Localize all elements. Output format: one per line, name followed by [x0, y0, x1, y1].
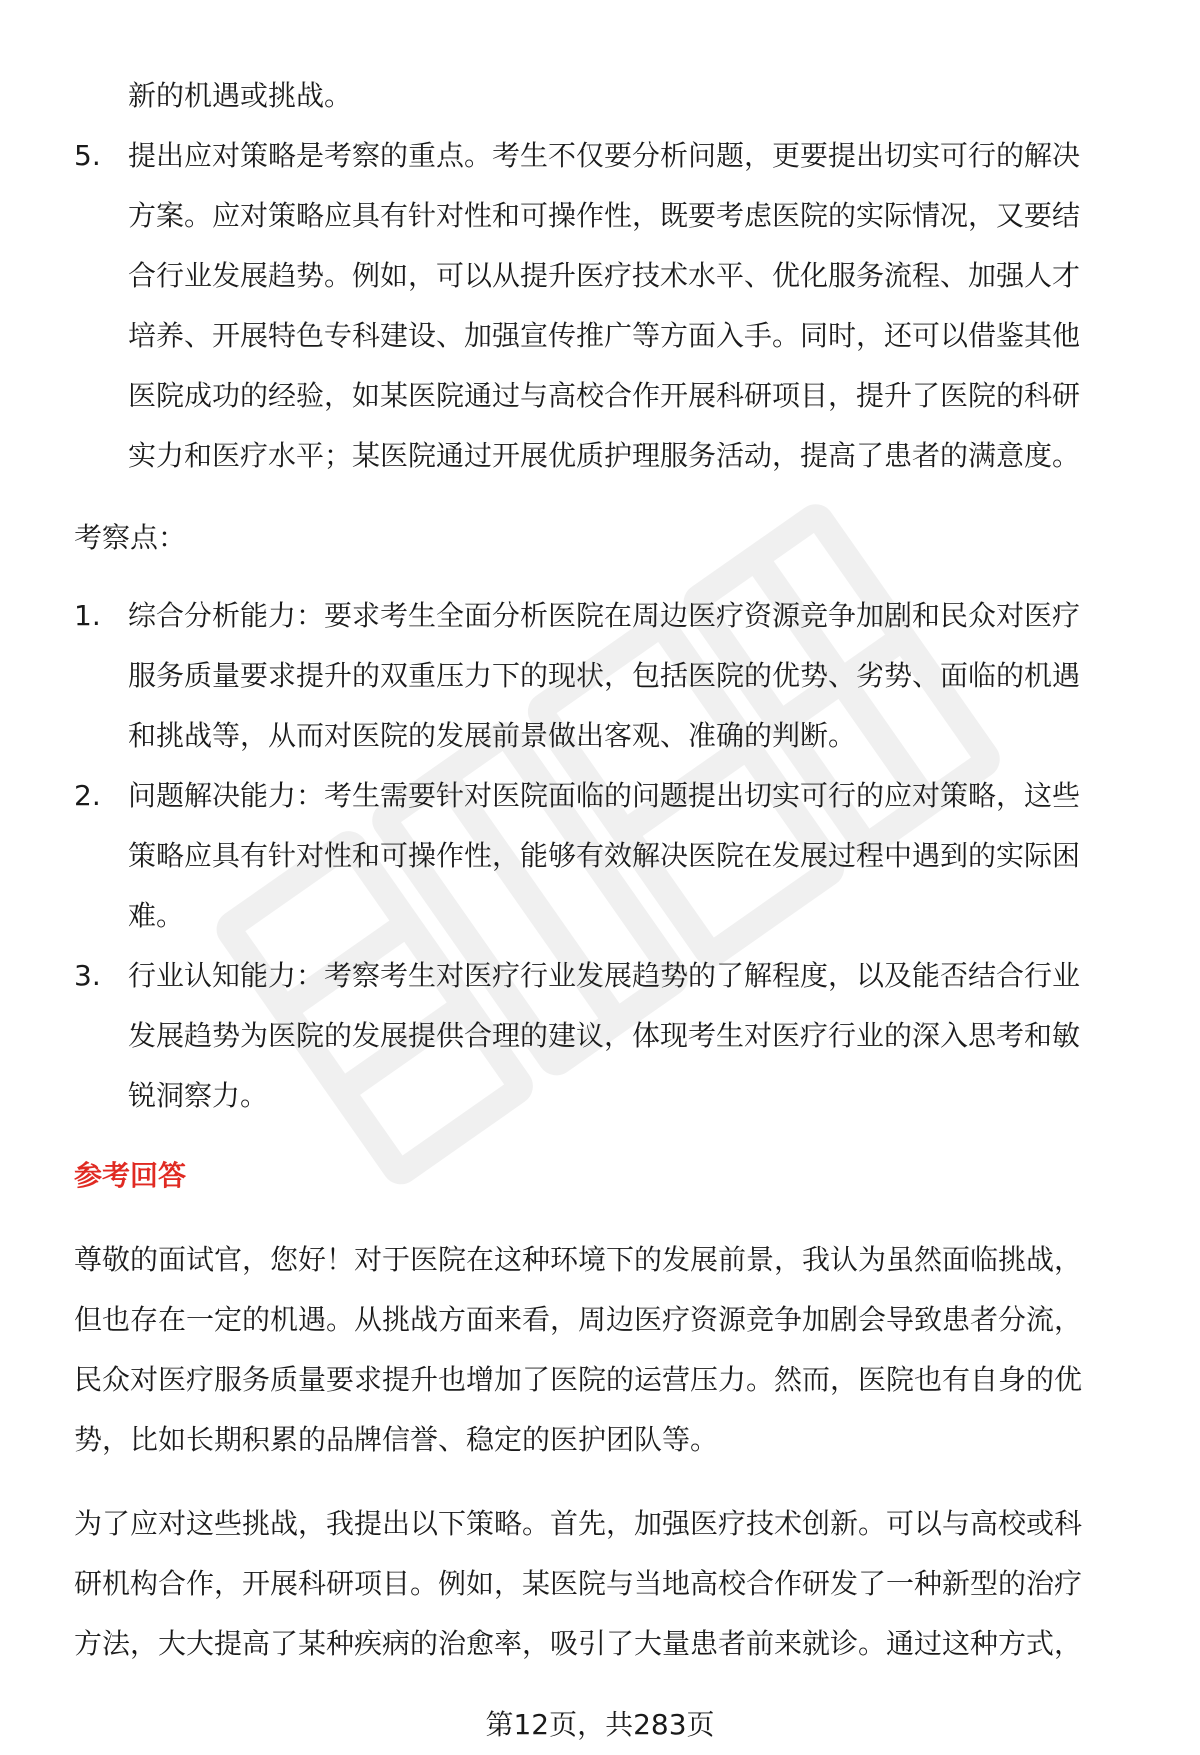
- list-line: 合行业发展趋势。例如，可以从提升医疗技术水平、优化服务流程、加强人才: [128, 259, 1081, 292]
- paragraph-line: 方法，大大提高了某种疾病的治愈率，吸引了大量患者前来就诊。通过这种方式，: [74, 1627, 1083, 1660]
- list-item: [74, 766, 1144, 946]
- list-line: 服务质量要求提升的双重压力下的现状，包括医院的优势、劣势、面临的机遇: [128, 659, 1081, 692]
- list-line: 发展趋势为医院的发展提供合理的建议，体现考生对医疗行业的深入思考和敏: [128, 1019, 1081, 1052]
- list-item: [74, 946, 1144, 1126]
- intro-tail-text: 新的机遇或挑战。: [128, 79, 353, 112]
- paragraph-line: 为了应对这些挑战，我提出以下策略。首先，加强医疗技术创新。可以与高校或科: [74, 1507, 1083, 1540]
- list-number: 2.: [74, 779, 101, 812]
- paragraph-line: 但也存在一定的机遇。从挑战方面来看，周边医疗资源竞争加剧会导致患者分流，: [74, 1303, 1083, 1336]
- paragraph-line: 研机构合作，开展科研项目。例如，某医院与当地高校合作研发了一种新型的治疗: [74, 1567, 1083, 1600]
- document-body: [74, 66, 1144, 1674]
- page-number-footer: 第12页，共283页: [485, 1708, 715, 1741]
- list-line: 行业认知能力：考察考生对医疗行业发展趋势的了解程度，以及能否结合行业: [128, 959, 1081, 992]
- list-line: 提出应对策略是考察的重点。考生不仅要分析问题，更要提出切实可行的解决: [128, 139, 1081, 172]
- list-line: 策略应具有针对性和可操作性，能够有效解决医院在发展过程中遇到的实际困: [128, 839, 1081, 872]
- reference-answer-heading: 参考回答: [74, 1159, 187, 1192]
- list-line: 方案。应对策略应具有针对性和可操作性，既要考虑医院的实际情况，又要结: [128, 199, 1081, 232]
- list-line: 锐洞察力。: [128, 1079, 269, 1112]
- list-line: 和挑战等，从而对医院的发展前景做出客观、准确的判断。: [128, 719, 857, 752]
- list-number: 1.: [74, 599, 101, 632]
- list-number: 3.: [74, 959, 101, 992]
- answer-paragraph-1: [74, 1230, 1144, 1470]
- list-item-5: [74, 126, 1144, 486]
- list-line: 实力和医疗水平；某医院通过开展优质护理服务活动，提高了患者的满意度。: [128, 439, 1081, 472]
- paragraph-line: 势，比如长期积累的品牌信誉、稳定的医护团队等。: [74, 1423, 719, 1456]
- list-item: [74, 586, 1144, 766]
- list-line: 培养、开展特色专科建设、加强宣传推广等方面入手。同时，还可以借鉴其他: [128, 319, 1081, 352]
- list-line: 医院成功的经验，如某医院通过与高校合作开展科研项目，提升了医院的科研: [128, 379, 1081, 412]
- list-line: 难。: [128, 899, 185, 932]
- list-line: 综合分析能力：要求考生全面分析医院在周边医疗资源竞争加剧和民众对医疗: [128, 599, 1081, 632]
- points-list: [74, 586, 1144, 1126]
- section-heading-points: 考察点：: [74, 521, 187, 554]
- paragraph-line: 民众对医疗服务质量要求提升也增加了医院的运营压力。然而，医院也有自身的优: [74, 1363, 1083, 1396]
- paragraph-line: 尊敬的面试官，您好！对于医院在这种环境下的发展前景，我认为虽然面临挑战，: [74, 1243, 1083, 1276]
- list-line: 问题解决能力：考生需要针对医院面临的问题提出切实可行的应对策略，这些: [128, 779, 1081, 812]
- answer-paragraph-2: [74, 1494, 1144, 1674]
- list-number: 5.: [74, 139, 101, 172]
